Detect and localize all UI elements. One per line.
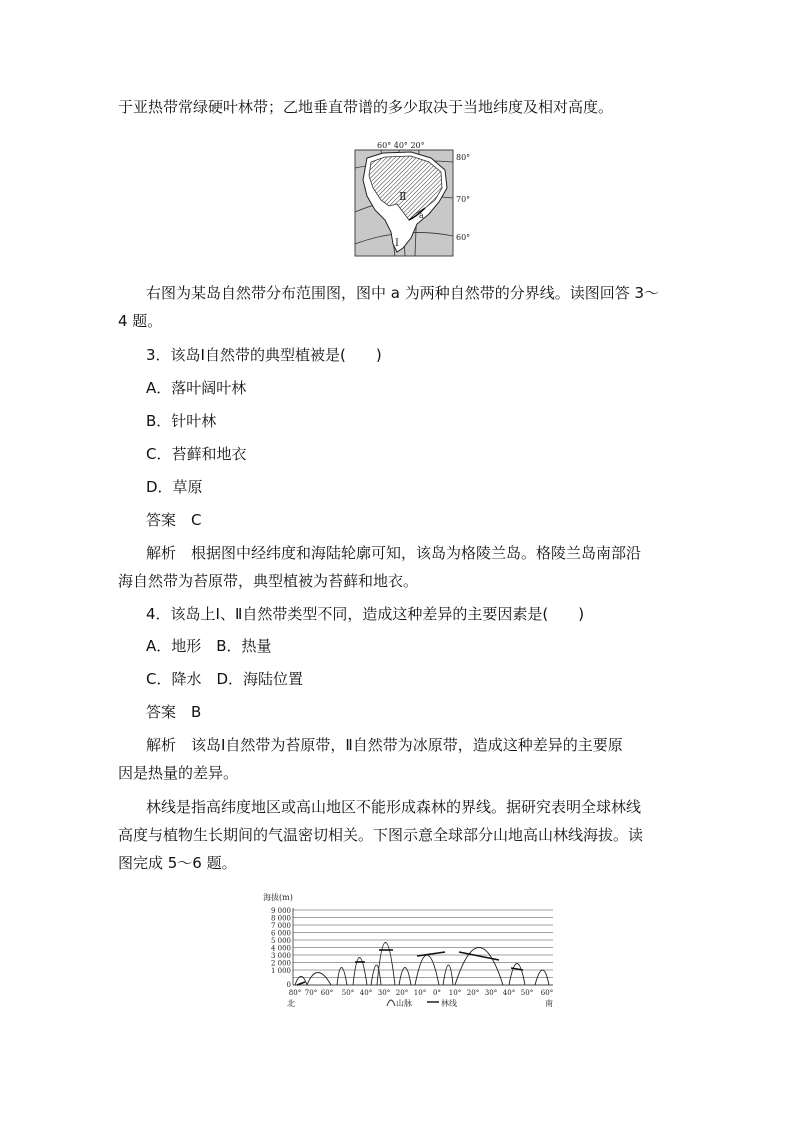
intro-text: 于亚热带常绿硬叶林带；乙地垂直带谱的多少取决于当地纬度及相对高度。: [118, 98, 614, 116]
boundary-label-a: a: [419, 211, 424, 220]
x-tick: 40°: [502, 989, 516, 997]
y-tick-2000: 2 000: [270, 959, 291, 968]
x-tick: 10°: [413, 989, 427, 997]
q3-option-d: D．草原: [146, 478, 203, 496]
passage-2-line-3: 图完成 5～6 题。: [118, 854, 237, 872]
q4-analysis-1: 解析 该岛Ⅰ自然带为苔原带，Ⅱ自然带为冰原带，造成这种差异的主要原: [146, 736, 623, 754]
y-tick-3000: 3 000: [270, 952, 291, 960]
y-tick-9000: 9 000: [270, 907, 291, 915]
x-tick: 20°: [395, 989, 409, 997]
legend-mountain-icon: [387, 1000, 395, 1006]
chart-ylabel: 海拔(m): [263, 893, 293, 902]
passage-2-line-1: 林线是指高纬度地区或高山地区不能形成森林的界线。据研究表明全球林线: [146, 798, 642, 816]
island-map: [353, 140, 483, 260]
south-label: 南: [545, 999, 553, 1008]
q4-stem: 4．该岛上Ⅰ、Ⅱ自然带类型不同，造成这种差异的主要因素是( ): [146, 605, 585, 623]
x-tick: 30°: [484, 989, 498, 997]
x-tick: 50°: [520, 989, 534, 997]
x-tick: 80°: [288, 989, 302, 997]
x-tick: 50°: [341, 989, 355, 997]
y-tick-0: 0: [286, 981, 291, 989]
y-gridlines: [293, 910, 553, 985]
q3-analysis-1: 解析 根据图中经纬度和海陆轮廓可知，该岛为格陵兰岛。格陵兰岛南部沿: [146, 544, 642, 562]
y-tick-6000: 6 000: [270, 929, 291, 938]
treeline-chart: [255, 890, 565, 1015]
q4-analysis-2: 因是热量的差异。: [118, 764, 239, 782]
passage-1-line-2: 4 题。: [118, 312, 163, 330]
zone-label-1: Ⅰ: [395, 238, 399, 249]
x-tick: 10°: [448, 989, 462, 997]
x-tick: 40°: [359, 989, 373, 997]
lat-label-80: 80°: [456, 153, 471, 162]
y-tick-7000: 7 000: [270, 922, 291, 930]
q4-options-cd: C．降水 D．海陆位置: [146, 670, 304, 688]
x-tick: 60°: [320, 989, 334, 997]
x-tick: 70°: [304, 989, 318, 997]
north-label: 北: [287, 999, 295, 1008]
q3-option-c: C．苔藓和地衣: [146, 445, 247, 463]
zone-label-2: Ⅱ: [399, 190, 407, 203]
q3-analysis-2: 海自然带为苔原带，典型植被为苔藓和地衣。: [118, 572, 419, 590]
y-tick-labels: [271, 907, 291, 989]
y-tick-1000: 1 000: [270, 967, 291, 975]
q3-stem: 3．该岛Ⅰ自然带的典型植被是( ): [146, 346, 382, 364]
lat-label-70: 70°: [456, 195, 471, 204]
q3-option-b: B．针叶林: [146, 412, 217, 430]
passage-1-line-1: 右图为某岛自然带分布范围图，图中 a 为两种自然带的分界线。读图回答 3～: [146, 284, 660, 302]
passage-2-line-2: 高度与植物生长期间的气温密切相关。下图示意全球部分山地高山林线海拔。读: [118, 826, 644, 844]
q4-answer: 答案 B: [146, 703, 202, 721]
y-tick-5000: 5 000: [270, 937, 291, 945]
q3-answer: 答案 C: [146, 511, 202, 529]
legend-treeline-label: 林线: [441, 999, 457, 1008]
q4-options-ab: A．地形 B．热量: [146, 637, 272, 655]
x-tick: 20°: [466, 989, 480, 997]
legend-mountain-label: 山脉: [396, 999, 412, 1008]
mountain-arcs: [295, 943, 549, 986]
x-tick: 0°: [433, 989, 441, 997]
longitude-labels: 60° 40° 20°: [377, 141, 425, 150]
y-tick-4000: 4 000: [270, 944, 291, 953]
q3-option-a: A．落叶阔叶林: [146, 379, 247, 397]
x-tick-labels: [289, 989, 553, 997]
x-tick: 30°: [377, 989, 391, 997]
x-tick: 60°: [540, 989, 554, 997]
lat-label-60: 60°: [456, 233, 471, 242]
y-tick-8000: 8 000: [270, 914, 291, 923]
